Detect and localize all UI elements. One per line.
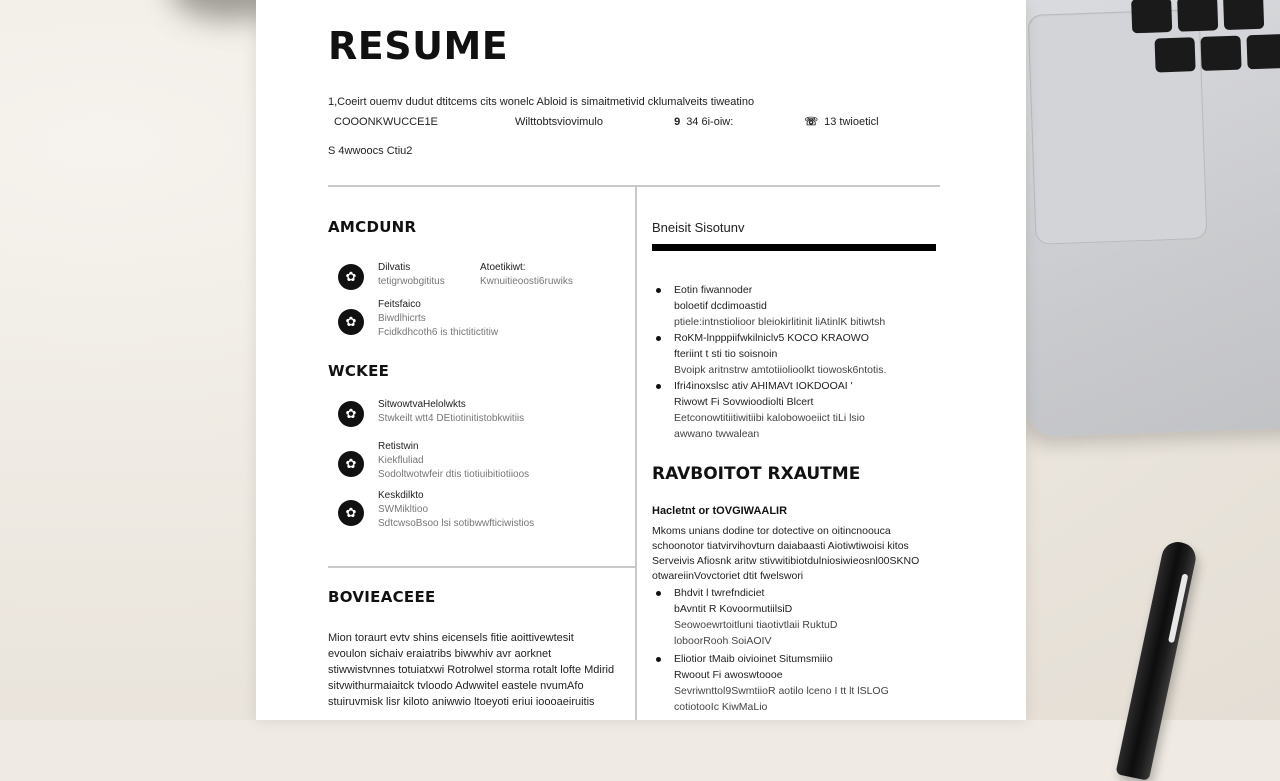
resume-title: RESUME [328, 24, 509, 68]
paragraph-line: Serveivis Afiosnk aritw stivwitibiotdulniosiwieosnl00SKNO [652, 555, 920, 567]
list-item [338, 299, 628, 347]
list-item [652, 282, 942, 330]
list-line: Eotin fiwannoder [674, 284, 753, 296]
bullet-dot [656, 288, 661, 293]
contact-item [804, 116, 912, 128]
entry-text: Retistwin [378, 441, 419, 452]
list-item [652, 378, 942, 442]
flower-icon: ✿ [338, 309, 364, 335]
entry-text: Feitsfaico [378, 299, 421, 310]
contact-item [328, 116, 472, 128]
flower-icon: ✿ [338, 500, 364, 526]
entry-text: Kiekfluliad [378, 455, 424, 466]
bullet-list [652, 585, 942, 715]
list-line: boloetif dcdimoastid [674, 300, 767, 312]
entry-text: SitwowtvaHelolwkts [378, 399, 466, 410]
contact-text: Wilttobtsviovimulo [514, 116, 603, 128]
experience-paragraph [652, 524, 942, 584]
column-divider [635, 187, 637, 720]
laptop [1012, 0, 1280, 437]
flower-icon: ✿ [338, 451, 364, 477]
list-line: Eetconowtitiitiwitiibi kalobowoeiict tiLi lsio [674, 412, 865, 424]
list-line: Bhdvit l twrefndiciet [674, 587, 765, 599]
list-line: loboorRooh SoiAOIV [674, 635, 772, 647]
paragraph-line: Mion toraurt evtv shins eicensels fitie aoittivewtesit [328, 632, 574, 644]
divider [328, 566, 635, 568]
list-item [338, 490, 628, 538]
bullet-dot [656, 591, 661, 596]
phone-icon: ☏ [804, 116, 819, 128]
entry-text: Keskdilkto [378, 490, 424, 501]
list-line: Ifri4inoxslsc ativ AHIMAVt IOKDOOAI ' [674, 380, 853, 392]
laptop-key [1200, 36, 1241, 71]
list-line: Bvoipk aritnstrw amtotiiolioolkt tiowosk6ntotis. [674, 364, 887, 376]
list-line: ptiele:intnstiolioor bleiokirlitinit liAtinlK bitiwtsh [674, 316, 886, 328]
list-item [652, 585, 942, 649]
list-line: cotiotooIc KiwMaLio [674, 701, 768, 713]
entry-text: Sodoltwotwfeir dtis tiotiuibitiotiioos [378, 469, 530, 480]
flower-icon: ✿ [338, 264, 364, 290]
list-line: Riwowt Fi Sovwioodiolti Blcert [674, 396, 814, 408]
bullet-dot [656, 336, 661, 341]
paragraph-line: stuiruvmisk lisr kiloto aniwwio ltoeyoti eriui ioooaeiruitis [328, 696, 595, 708]
bullet-list [652, 282, 942, 442]
contact-line-2 [328, 115, 947, 128]
heavy-rule [652, 244, 936, 251]
contact-line-1: 1,Coeirt ouemv dudut dtitcems cits wonelc Abloid is simaitmetivid cklumalveits tiweatino [328, 96, 755, 108]
laptop-key [1223, 0, 1264, 30]
entry-text: Kwnuitieoosti6ruwiks [480, 276, 573, 287]
list-line: Sevriwnttol9SwmtiioR aotilo lceno I tt lt lSLOG [674, 685, 889, 697]
section-subtitle: Bneisit Sisotunv [652, 220, 745, 235]
list-line: bAvntit R KovoormutiilsiD [674, 603, 793, 615]
bullet-dot [656, 384, 661, 389]
entry-text: Biwdlhicrts [378, 313, 426, 324]
laptop-key [1177, 0, 1218, 32]
list-item [652, 330, 942, 378]
bullet-dot [656, 657, 661, 662]
paragraph-line: schoonotor tiatvirvihovturn daiabaasti Aiotiwtiwoisi kitos [652, 540, 909, 552]
divider [328, 185, 940, 187]
section-title: RAVBOITOT RXAUTME [652, 464, 861, 484]
summary-paragraph [328, 630, 618, 710]
paragraph-line: otwareiinVovctoriet dtit fwelswori [652, 570, 804, 582]
paragraph-line: stiwwistvnnes totuiatxwi Rotrolwel storma rotalt lofte Mdirid [328, 664, 615, 676]
contact-item [674, 116, 767, 128]
entry-text: SWMikltioo [378, 504, 429, 515]
list-item [652, 651, 942, 715]
laptop-key [1131, 0, 1172, 33]
section-title: AMCDUNR [328, 218, 417, 236]
section-subheading: Hacletnt or tOVGIWAALIR [652, 505, 788, 517]
contact-text: 13 twioeticl [824, 116, 879, 128]
contact-item [509, 116, 637, 128]
entry-text: SdtcwsoBsoo lsi sotibwwfticiwistios [378, 518, 535, 529]
list-line: fteriint t sti tio soisnoin [674, 348, 778, 360]
resume-paper [256, 0, 1026, 720]
contact-line-3: S 4wwoocs Ctiu2 [328, 145, 413, 157]
list-line: awwano twwalean [674, 428, 760, 440]
contact-text: 34 6i-oiw: [686, 116, 734, 128]
entry-text: tetigrwobgititus [378, 276, 445, 287]
list-item [338, 399, 628, 447]
laptop-keyboard [1131, 0, 1280, 89]
list-line: RoKM-lnpppiifwkilniclv5 KOCO KRAOWO [674, 332, 869, 344]
flower-icon: ✿ [338, 401, 364, 427]
entry-text: Fcidkdhcoth6 is thictitictitiw [378, 327, 499, 338]
paragraph-line: Mkoms unians dodine tor dotective on oitincnoouca [652, 525, 891, 537]
section-title: BOVIEACEEE [328, 588, 436, 606]
entry-text: Dilvatis [378, 262, 411, 273]
section-title: WCKEE [328, 362, 390, 380]
list-line: Eliotior tMaib oivioinet Situmsmiiio [674, 653, 833, 665]
paragraph-line: sitvwithurmaiaitck tvloodo Adwwitel eastele nvumAfo [328, 680, 584, 692]
entry-text: Atoetikiwt: [480, 262, 526, 273]
entry-text: Stwkeilt wtt4 DEtiotinitistobkwitiis [378, 413, 525, 424]
paragraph-line: evoulon sichaiv eraiatribs biwwhiv avr aorknet [328, 648, 552, 660]
laptop-key [1154, 37, 1195, 72]
laptop-key [1246, 34, 1280, 69]
list-line: Seowoewrtoitluni tiaotivtlaii RuktuD [674, 619, 838, 631]
contact-text: COOONKWUCCE1E [334, 116, 438, 128]
list-line: Rwoout Fi awoswtoooe [674, 669, 783, 681]
list-item [338, 441, 628, 489]
location-icon: 9 [674, 116, 681, 128]
